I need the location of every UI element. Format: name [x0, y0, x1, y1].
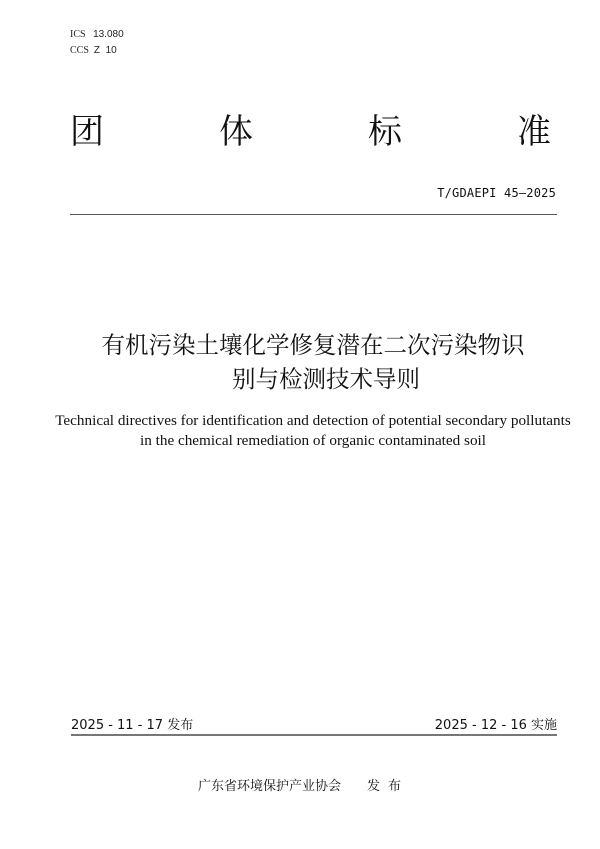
header-divider [70, 214, 557, 215]
standard-type-char: 标 [368, 112, 402, 152]
ccs-label: CCS [70, 45, 89, 56]
ics-code: 13.080 [93, 29, 124, 40]
publisher-action: 发布 [367, 779, 410, 794]
classification-codes [70, 27, 124, 59]
ccs-code: Z 10 [93, 45, 117, 56]
issue-date: 2025 - 11 - 17 发布 [71, 718, 194, 733]
title-en-line-2: in the chemical remediation of organic contaminated soil [140, 432, 486, 449]
standard-type-char: 准 [517, 112, 551, 152]
publisher-line [198, 775, 409, 794]
title-cn-line-2: 别与检测技术导则 [232, 365, 420, 393]
title-cn-line-1: 有机污染土壤化学修复潜在二次污染物识 [101, 331, 525, 359]
standard-type-char: 团 [70, 112, 104, 152]
ics-row [70, 27, 124, 43]
standard-type-heading [0, 111, 600, 153]
ics-label: ICS [70, 29, 86, 40]
ccs-row [70, 43, 124, 59]
document-title-english [0, 411, 600, 451]
standard-type-char: 体 [219, 112, 253, 152]
implementation-date: 2025 - 12 - 16 实施 [434, 718, 557, 733]
title-en-line-1: Technical directives for identification and detection of potential secondary pollutants [55, 412, 571, 429]
standard-number: T/GDAEPI 45—2025 [437, 186, 556, 200]
publisher-organization: 广东省环境保护产业协会 [198, 779, 342, 794]
footer-divider [71, 734, 557, 736]
document-title-chinese [40, 328, 586, 396]
